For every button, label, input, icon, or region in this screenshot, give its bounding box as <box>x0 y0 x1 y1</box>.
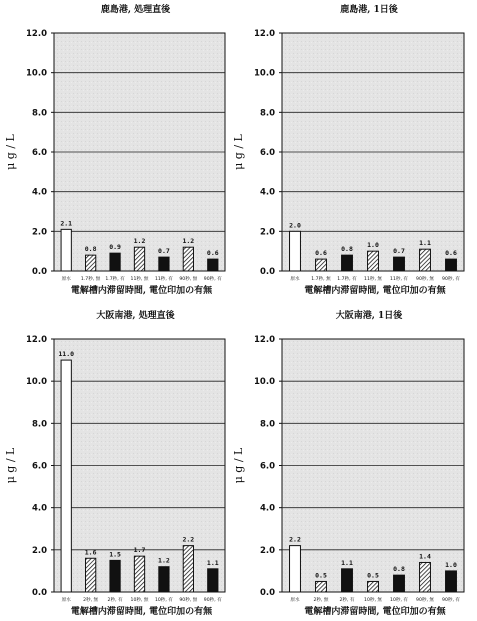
x-tick-label: 90秒, 無 <box>416 598 434 603</box>
data-label: 2.2 <box>182 535 195 544</box>
bar-4 <box>159 567 169 592</box>
bar-4 <box>394 575 405 592</box>
bar-3 <box>134 556 144 592</box>
x-tick-label: 1.7秒, 無 <box>311 277 331 282</box>
y-tick-label: 0.0 <box>31 588 47 598</box>
y-axis-label: μ g / L <box>4 134 17 170</box>
bar-5 <box>420 249 431 271</box>
x-tick-label: 2秒, 有 <box>339 598 355 603</box>
bar-6 <box>446 571 457 592</box>
data-label: 1.2 <box>158 556 170 565</box>
data-label: 1.0 <box>445 560 457 569</box>
y-axis-label: μ g / L <box>232 134 245 170</box>
y-tick-label: 6.0 <box>259 461 275 472</box>
data-label: 0.5 <box>315 571 327 580</box>
data-label: 1.1 <box>341 558 353 567</box>
x-tick-label: 原水 <box>290 277 300 282</box>
bar-0 <box>290 546 301 592</box>
y-tick-label: 12.0 <box>254 335 275 345</box>
x-tick-label: 90秒, 有 <box>203 598 222 603</box>
x-tick-label: 原水 <box>61 598 71 603</box>
bar-3 <box>368 251 379 271</box>
x-tick-label: 2秒, 無 <box>83 598 99 603</box>
x-axis-label: 電解槽内滞留時間, 電位印加の有無 <box>304 286 446 296</box>
data-label: 1.2 <box>182 237 195 246</box>
x-tick-label: 90秒, 無 <box>416 277 434 282</box>
x-tick-label: 10秒, 有 <box>154 598 173 603</box>
bar-0 <box>61 360 71 592</box>
bar-0 <box>61 229 71 271</box>
x-tick-label: 原水 <box>290 598 300 603</box>
chart-panel-1 <box>232 3 464 296</box>
y-tick-label: 2.0 <box>31 227 47 238</box>
bar-5 <box>183 546 193 592</box>
data-label: 0.8 <box>393 565 405 574</box>
bar-1 <box>316 581 327 592</box>
y-tick-label: 4.0 <box>259 187 275 198</box>
bar-6 <box>208 569 218 592</box>
chart-title: 大阪南港, 1日後 <box>335 311 403 321</box>
x-tick-label: 10秒, 有 <box>390 598 408 603</box>
y-tick-label: 0.0 <box>259 588 275 598</box>
data-label: 0.6 <box>206 249 219 258</box>
data-label: 1.1 <box>419 239 431 248</box>
x-tick-label: 2秒, 有 <box>107 598 123 603</box>
bar-6 <box>208 259 218 271</box>
chart-title: 大阪南港, 処理直後 <box>96 311 175 321</box>
x-tick-label: 90秒, 有 <box>203 277 222 282</box>
y-tick-label: 12.0 <box>26 335 47 345</box>
x-tick-label: 2秒, 無 <box>313 598 329 603</box>
chart-panel-0 <box>4 3 225 296</box>
y-axis-label: μ g / L <box>232 447 245 484</box>
bar-6 <box>446 259 457 271</box>
x-tick-label: 1.7秒, 有 <box>105 277 125 282</box>
y-tick-label: 2.0 <box>31 545 47 556</box>
bar-4 <box>394 257 405 271</box>
bar-2 <box>110 560 120 592</box>
x-axis-label: 電解槽内滞留時間, 電位印加の有無 <box>70 286 213 296</box>
data-label: 1.4 <box>419 552 431 561</box>
y-tick-label: 8.0 <box>259 108 275 119</box>
data-label: 1.2 <box>133 237 146 246</box>
data-label: 0.6 <box>445 249 457 258</box>
data-label: 0.7 <box>158 247 170 256</box>
x-tick-label: 11秒, 有 <box>390 277 408 282</box>
data-label: 2.1 <box>60 219 73 228</box>
x-tick-label: 90秒, 有 <box>442 277 460 282</box>
bar-1 <box>86 255 96 271</box>
data-label: 2.2 <box>289 535 301 544</box>
y-tick-label: 12.0 <box>26 29 47 39</box>
x-tick-label: 90秒, 無 <box>179 598 198 603</box>
x-tick-label: 1.7秒, 無 <box>80 277 101 282</box>
y-tick-label: 10.0 <box>26 68 47 79</box>
x-tick-label: 11秒, 有 <box>154 277 173 282</box>
x-tick-label: 90秒, 無 <box>179 277 198 282</box>
data-label: 1.7 <box>133 546 146 555</box>
bar-3 <box>134 247 144 271</box>
data-label: 0.5 <box>367 571 379 580</box>
y-tick-label: 8.0 <box>31 419 47 430</box>
bar-4 <box>159 257 169 271</box>
data-label: 1.0 <box>367 241 379 250</box>
y-tick-label: 10.0 <box>254 68 275 79</box>
x-tick-label: 90秒, 有 <box>442 598 460 603</box>
bar-1 <box>86 558 96 592</box>
x-tick-label: 11秒, 無 <box>130 277 149 282</box>
data-label: 1.1 <box>206 558 219 567</box>
data-label: 1.5 <box>109 550 121 559</box>
bar-3 <box>368 581 379 592</box>
y-tick-label: 8.0 <box>31 108 47 119</box>
data-label: 1.6 <box>84 548 97 557</box>
x-tick-label: 1.7秒, 有 <box>337 277 357 282</box>
data-label: 11.0 <box>58 350 75 359</box>
x-tick-label: 10秒, 無 <box>130 598 149 603</box>
x-axis-label: 電解槽内滞留時間, 電位印加の有無 <box>70 607 213 617</box>
y-tick-label: 0.0 <box>31 267 47 277</box>
bar-2 <box>342 569 353 592</box>
data-label: 0.8 <box>84 245 97 254</box>
data-label: 0.6 <box>315 249 327 258</box>
bar-5 <box>420 562 431 592</box>
chart-panel-3 <box>232 309 464 617</box>
y-tick-label: 10.0 <box>26 377 47 388</box>
y-tick-label: 8.0 <box>259 419 275 430</box>
y-tick-label: 4.0 <box>31 187 47 198</box>
chart-panel-2 <box>4 309 225 617</box>
y-tick-label: 4.0 <box>31 503 47 514</box>
chart-title: 鹿島港, 処理直後 <box>100 5 171 15</box>
x-tick-label: 10秒, 無 <box>364 598 382 603</box>
y-tick-label: 6.0 <box>259 148 275 158</box>
y-tick-label: 6.0 <box>31 148 47 158</box>
x-tick-label: 11秒, 無 <box>364 277 382 282</box>
y-axis-label: μ g / L <box>4 447 17 484</box>
y-tick-label: 2.0 <box>259 227 275 238</box>
data-label: 2.0 <box>289 221 301 230</box>
y-tick-label: 6.0 <box>31 461 47 472</box>
y-tick-label: 2.0 <box>259 545 275 556</box>
y-tick-label: 0.0 <box>259 267 275 277</box>
y-tick-label: 10.0 <box>254 377 275 388</box>
y-tick-label: 12.0 <box>254 29 275 39</box>
chart-title: 鹿島港, 1日後 <box>340 5 398 15</box>
data-label: 0.8 <box>341 245 353 254</box>
bar-0 <box>290 231 301 271</box>
x-axis-label: 電解槽内滞留時間, 電位印加の有無 <box>304 607 446 617</box>
y-tick-label: 4.0 <box>259 503 275 514</box>
data-label: 0.9 <box>109 243 121 252</box>
bar-2 <box>342 255 353 271</box>
data-label: 0.7 <box>393 247 405 256</box>
bar-1 <box>316 259 327 271</box>
bar-5 <box>183 247 193 271</box>
bar-2 <box>110 253 120 271</box>
x-tick-label: 原水 <box>61 277 71 282</box>
